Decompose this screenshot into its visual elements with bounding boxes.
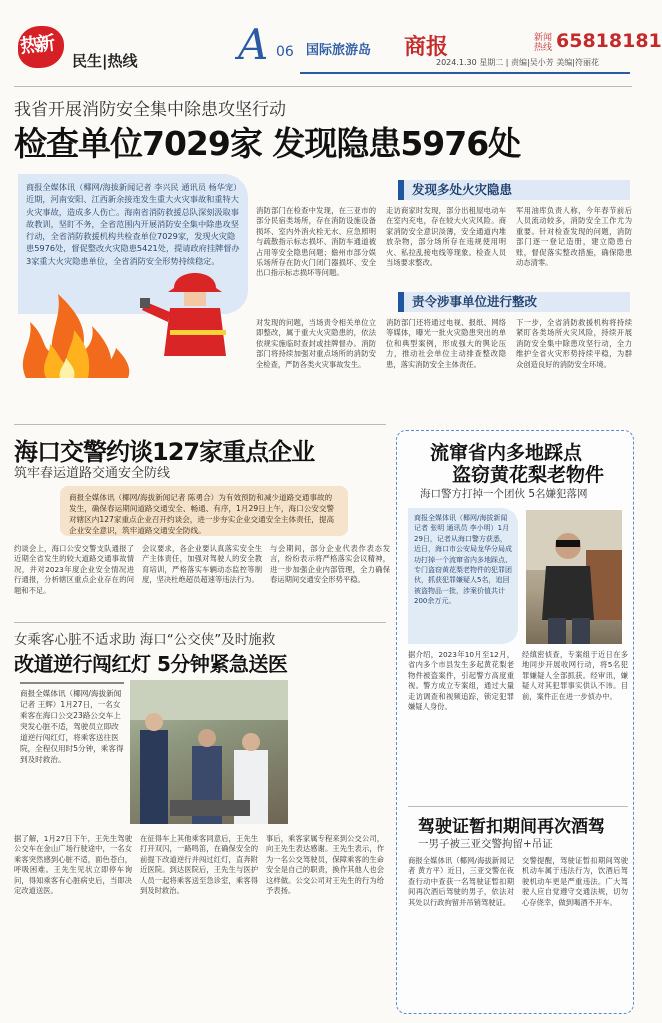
divider xyxy=(14,622,386,623)
masthead-rule xyxy=(300,72,630,74)
page-letter: A xyxy=(238,20,269,69)
story4-body-col: 据介绍，2023年10月至12月，省内多个市县发生多起黄花梨老物件被盗案件，引起警方高度重视。警方成立专案组，通过大量走访调查和视频追踪，锁定犯罪嫌疑人身份。 xyxy=(408,650,514,712)
story5-headline: 驾驶证暂扣期间再次酒驾 xyxy=(418,817,605,837)
section-label: 民生|热线 xyxy=(72,52,138,70)
story1-body-col: 对发现的问题，当场责令相关单位立即整改，属于重大火灾隐患的，依法依规实施临时查封或挂牌督办。消防部门将持续加强对重点场所的消防安全检查，严防各类火灾事故发生。 xyxy=(256,318,376,369)
firefighter-illustration xyxy=(140,248,250,358)
story1-headline: 检查单位7029家 发现隐患5976处 xyxy=(14,124,521,163)
story2-kicker: 筑牢春运道路交通安全防线 xyxy=(14,466,171,481)
story1-lead: 商报全媒体讯（椰网/海拔新闻记者 李兴民 通讯员 杨华宠）近期，河南安阳、江西新余接连发生重大火灾事故和重特大火灾事故，造成多人伤亡。海南省消防救援总队深刻汲取事故教训，坚盯不务，全省范围内开展消防安全集中除患攻坚行动，全省消防救援机构共检查单位7029家，发现火灾隐患5976处，督促整改火灾隐患5421处，提请政府挂牌督办3家重大火灾隐患单位，全省消防安全形势持续稳定。 xyxy=(18,174,248,314)
story5-body-col: 商报全媒体讯（椰网/海拔新闻记者 黄方平）近日，三亚交警在夜查行动中查获一名驾驶证暂扣期间再次酒后驾驶的男子，依法对其处以行政拘留并吊销驾驶证。 xyxy=(408,856,514,907)
rescue-photo xyxy=(130,680,288,824)
divider xyxy=(14,424,386,425)
story1-section-head-1: 发现多处火灾隐患 xyxy=(398,180,630,200)
section-logo-text: 热新 xyxy=(19,32,54,58)
story1-body-col: 军用油库负责人称，今年春节前后人员流动较多，消防安全工作尤为重要。针对检查发现的问题，消防部门逐一登记造册，建立隐患台账，督促落实整改措施，确保隐患动态清零。 xyxy=(516,206,632,268)
story4-lead: 商报全媒体讯（椰网/海拔新闻记者 张明 通讯员 李小明）1月29日，记者从海口警方获悉，近日，海口市公安局龙华分局成功打掉一个流窜省内多地踩点、专门盗窃黄花梨老物件的犯罪团伙，抓获犯罪嫌疑人5名，追回被盗物品一批，涉案价值共计200余万元。 xyxy=(408,508,518,644)
hotline-label: 新闻热线 xyxy=(534,33,553,53)
story4-body-col: 经缜密侦查，专案组于近日在多地同步开展收网行动，将5名犯罪嫌疑人全部抓获。经审讯，嫌疑人对其犯罪事实供认不讳。目前，案件正在进一步侦办中。 xyxy=(522,650,628,701)
story5-kicker: 一男子被三亚交警拘留+吊证 xyxy=(418,838,553,850)
story3-body-col: 事后，乘客家属专程来到公交公司，向王先生表达感谢。王先生表示，作为一名公交驾驶员，保障乘客的生命安全是自己的职责，换作其他人也会这样做。公交公司对王先生的行为给予表扬。 xyxy=(266,834,384,896)
story3-lead: 商报全媒体讯（椰网/海拔新闻记者 王辉）1月27日，一名女乘客在海口公交23路公交车上突发心脏不适，驾驶员立即改道逆行闯红灯，将乘客送往医院，全程仅用时5分钟，乘客得到及时救治。 xyxy=(20,682,124,826)
hotline-number: 65818181 xyxy=(556,30,662,52)
suspect-photo-figure xyxy=(526,510,622,644)
rescue-photo-figures xyxy=(130,680,288,824)
story1-section-head-2: 责令涉事单位进行整改 xyxy=(398,292,630,312)
story2-body-col: 与会期间，部分企业代表作表态发言，纷纷表示将严格落实会议精神，进一步加强企业内部管理，全力确保春运期间交通安全形势平稳。 xyxy=(270,544,390,585)
paper-name: 国际旅游岛 xyxy=(306,43,372,58)
masthead xyxy=(0,0,662,88)
story1-body-col: 下一步，全省消防救援机构将持续紧盯各类场所火灾风险，持续开展消防安全集中除患攻坚行动，全力维护全省火灾形势持续平稳，为群众创造良好的消防安全环境。 xyxy=(516,318,632,369)
story3-headline: 改道逆行闯红灯 5分钟紧急送医 xyxy=(14,652,288,676)
story3-body-col: 据了解，1月27日下午，王先生驾驶公交车在金山广场行驶途中，一名女乘客突然感到心脏不适，面色苍白，呼吸困难。王先生见状立即停车询问，得知乘客有心脏病史后，当即决定改道送医。 xyxy=(14,834,132,896)
story2-lead: 商报全媒体讯（椰网/海拔新闻记者 陈勇合）为有效预防和减少道路交通事故的发生，确保春运期间道路交通安全、畅通、有序，1月29日上午，海口公安交警对辖区内127家重点企业召开约谈会，进一步夯实企业交通安全主体责任，提高企业安全意识，筑牢道路交通安全防线。 xyxy=(60,486,348,536)
suspect-photo xyxy=(526,510,622,644)
story1-body-col: 消防部门还将通过电视、报纸、网络等媒体，曝光一批火灾隐患突出的单位和典型案例，形成强大的舆论压力，推动社会单位主动排查整改隐患，落实消防安全主体责任。 xyxy=(386,318,506,369)
page-number: 06 xyxy=(276,44,294,60)
story4-kicker: 海口警方打掉一个团伙 5名嫌犯落网 xyxy=(420,488,588,500)
story2-headline: 海口交警约谈127家重点企业 xyxy=(14,438,315,466)
story5-body-col: 交警提醒，驾驶证暂扣期间驾驶机动车属于违法行为，饮酒后驾驶机动车更是严重违法。广大驾驶人应自觉遵守交通法规，切勿心存侥幸，做到喝酒不开车。 xyxy=(522,856,628,907)
divider xyxy=(14,86,632,87)
fire-icon xyxy=(16,286,156,382)
story3-body-col: 在征得车上其他乘客同意后，王先生打开双闪，一路鸣笛，在确保安全的前提下改道逆行并闯过红灯，直奔附近医院。到达医院后，王先生与医护人员一起将乘客送至急诊室，乘客得到及时救治。 xyxy=(140,834,258,896)
story1-kicker: 我省开展消防安全集中除患攻坚行动 xyxy=(14,100,286,120)
story4-headline-line1: 流窜省内多地踩点 xyxy=(430,442,583,464)
story2-body-col: 约谈会上，海口公安交警支队通报了近期全省发生的较大道路交通事故情况，并对2023年度企业安全情况进行通报，分析辖区重点企业存在的问题和不足。 xyxy=(14,544,134,595)
story1-body-col: 消防部门在检查中发现，在三亚市的部分民宿类场所，存在消防设施设备损坏、室内外消火栓无水、应急照明与疏散指示标志损坏、消防车通道被占用等安全隐患问题；儋州市部分娱乐场所存在防火门闭门器损坏、安全出口指示标志损坏等问题。 xyxy=(256,206,376,278)
divider xyxy=(408,806,628,807)
issue-line: 2024.1.30 星期二 | 责编|吴小芳 美编|符丽花 xyxy=(436,58,599,67)
story2-body-col: 会议要求，各企业要认真落实安全生产主体责任，加强对驾驶人的安全教育培训，严格落实车辆动态监控等制度，坚决杜绝超员超速等违法行为。 xyxy=(142,544,262,585)
story1-body-col: 走访商家时发现，部分出租屋电动车在室内充电，存在较大火灾风险。商家消防安全意识淡薄，安全通道内堆放杂物，部分场所存在违规使用明火、私拉乱接电线等现象。检查人员当场要求整改。 xyxy=(386,206,506,268)
story4-headline-line2: 盗窃黄花梨老物件 xyxy=(452,464,605,486)
story3-kicker: 女乘客心脏不适求助 海口“公交侠”及时施救 xyxy=(14,632,276,648)
paper-brand: 商报 xyxy=(404,34,449,60)
